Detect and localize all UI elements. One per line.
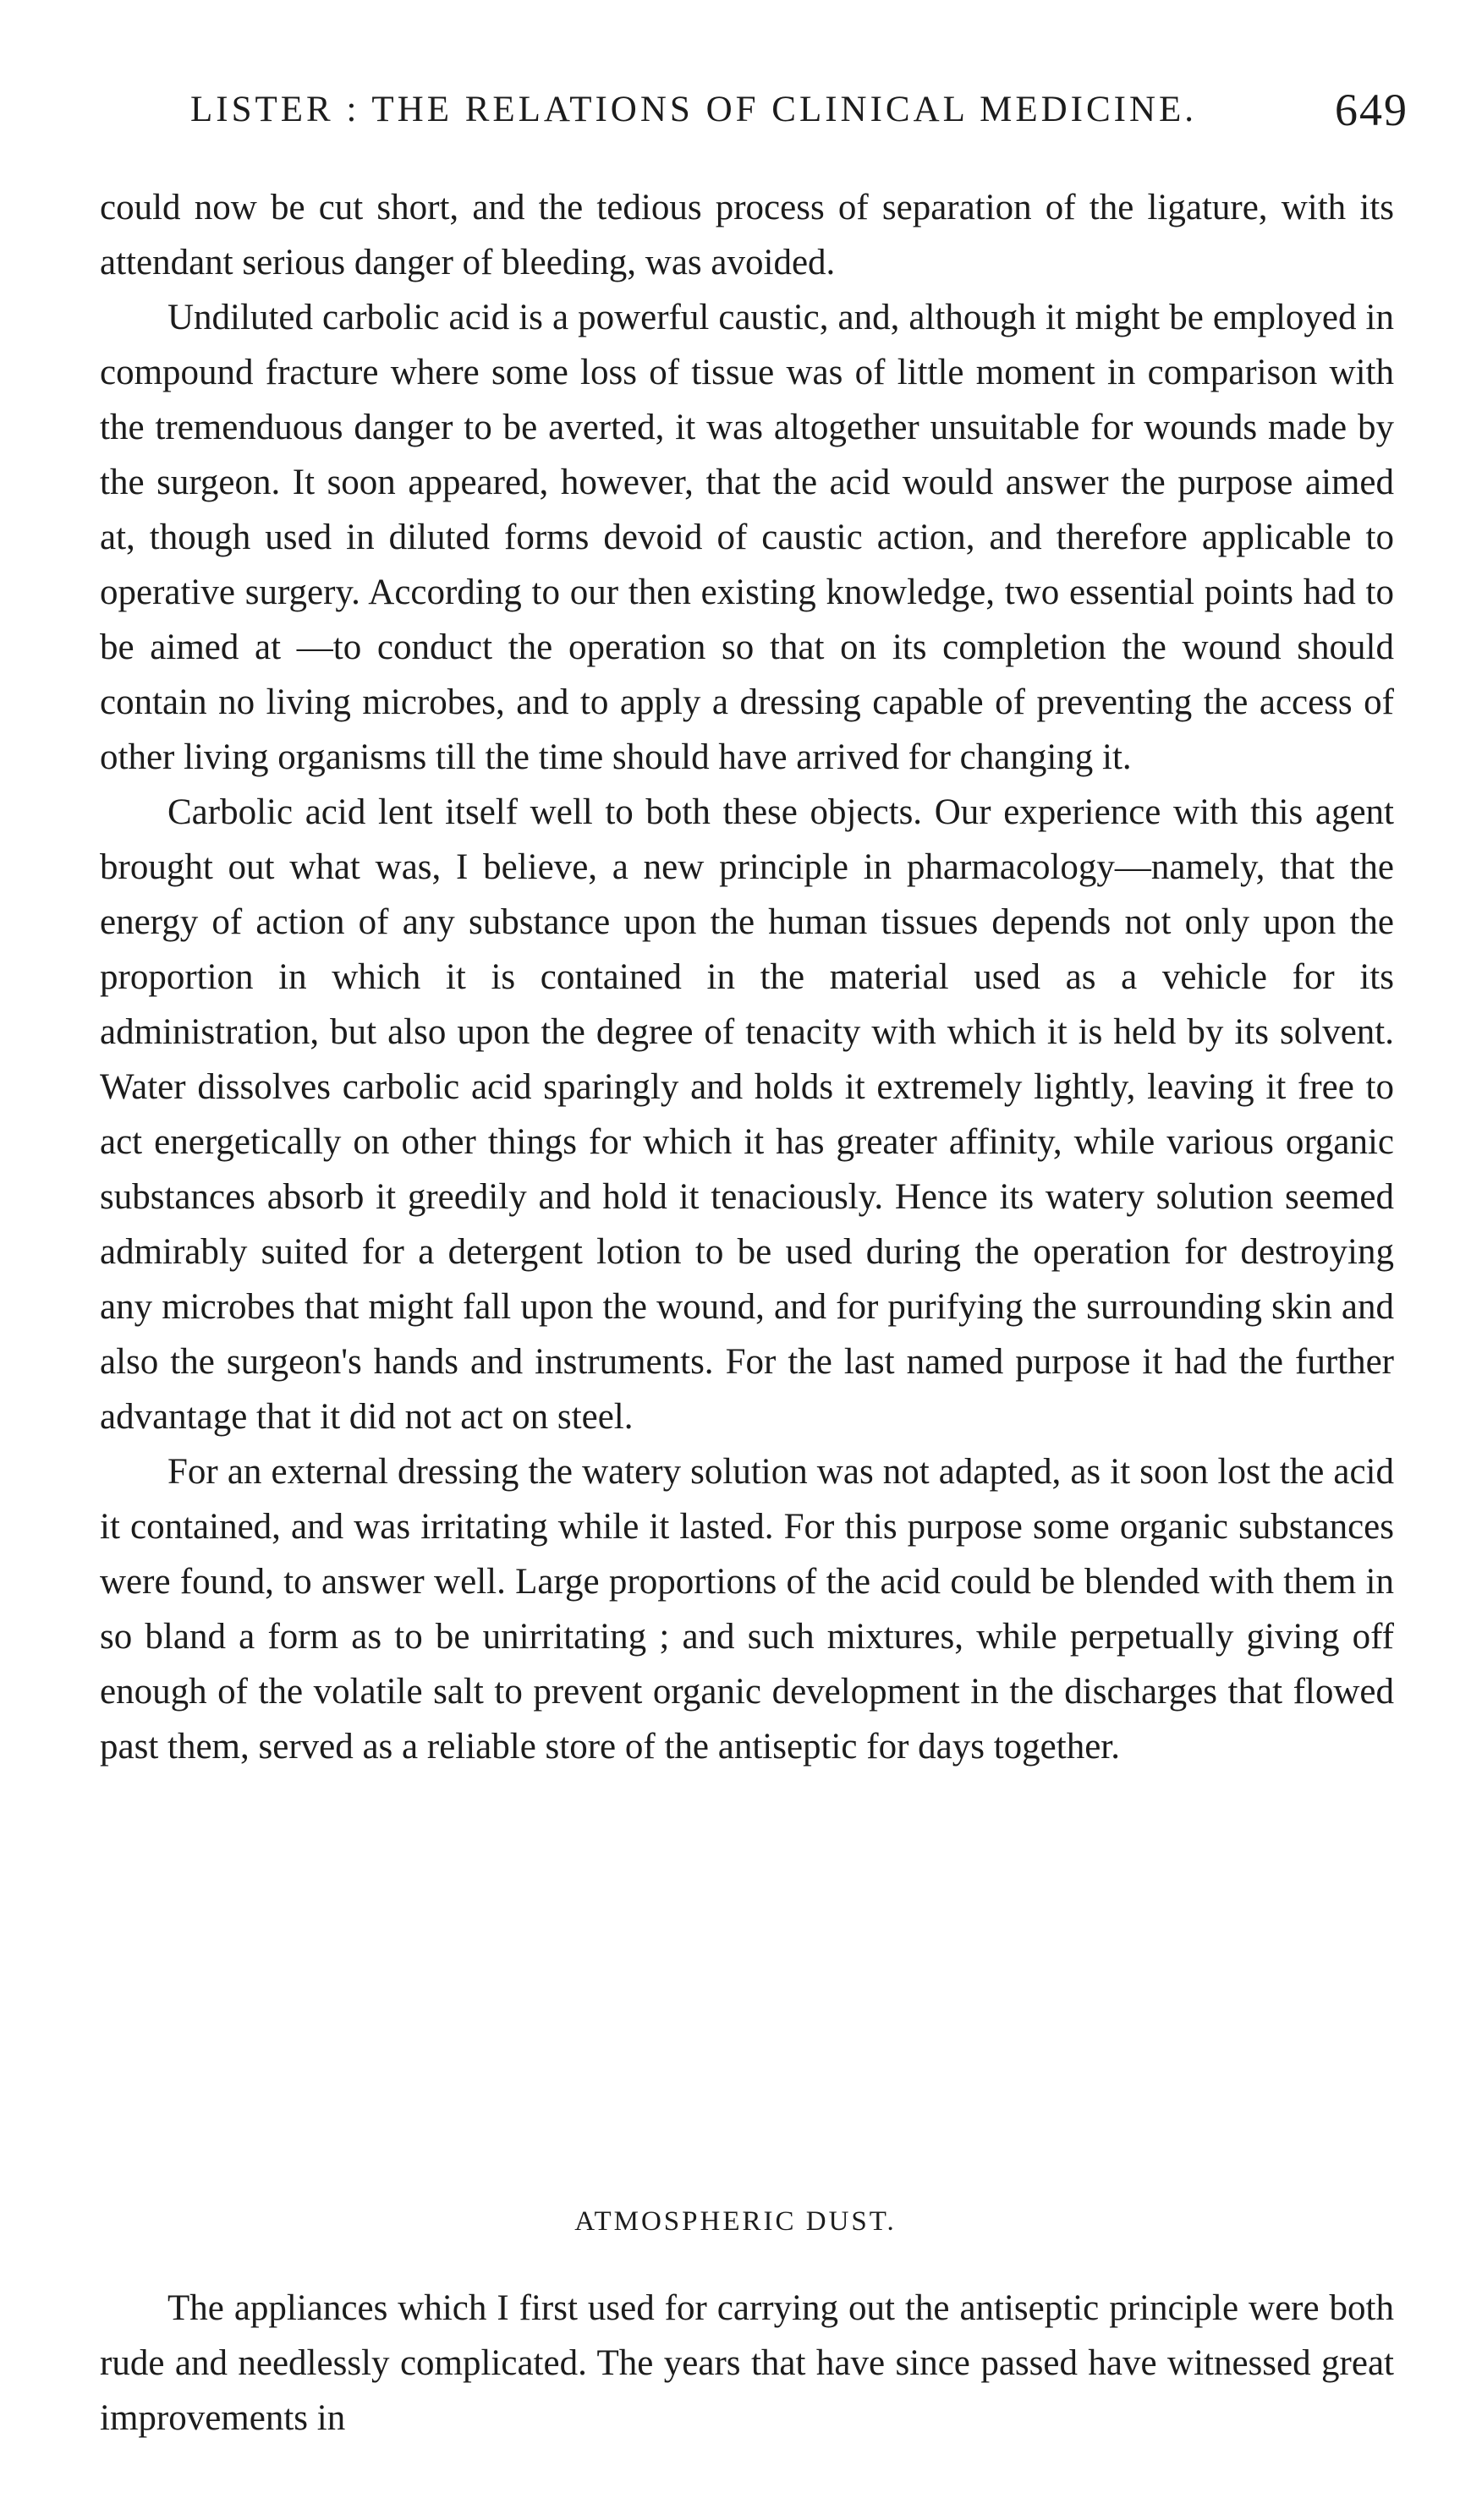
page-number: 649	[1335, 85, 1408, 135]
section-heading: ATMOSPHERIC DUST.	[574, 2206, 897, 2237]
body-text	[100, 180, 1394, 1774]
running-head	[190, 76, 1417, 144]
paragraph-continuation: could now be cut short, and the tedious process of separation of the ligature, with its attendant serious danger of bleeding, was avoided.	[100, 188, 1394, 282]
section-body-text	[100, 2281, 1394, 2446]
paragraph-external-dressing: For an external dressing the watery solution was not adapted, as it soon lost the acid it contained, and was irritating while it lasted. For this purpose some organic substances were found, to answer well. Large proportions of the acid could be blended with them in so bland a form as to be unirritating ; and such mixtures, while perpetually giving off enough of the volatile salt to prevent organic development in the discharges that flowed past them, served as a reliable store of the antiseptic for days together.	[100, 1452, 1394, 1767]
paragraph-carbolic-acid-caustic: Undiluted carbolic acid is a powerful caustic, and, although it might be employed in compound fracture where some loss of tissue was of little moment in comparison with the tremenduous danger to be averted, it was altogether unsuitable for wounds made by the surgeon. It soon appeared, however, that the acid would answer the purpose aimed at, though used in diluted forms devoid of caustic action, and therefore applicable to operative surgery. According to our then existing knowledge, two essential points had to be aimed at —to conduct the operation so that on its completion the wound should contain no living microbes, and to apply a dressing capable of preventing the access of other living organisms till the time should have arrived for changing it.	[100, 298, 1394, 777]
running-title: LISTER : THE RELATIONS OF CLINICAL MEDICINE.	[190, 90, 1198, 129]
paragraph-appliances: The appliances which I first used for carrying out the antiseptic principle were both rude and needlessly complicated. The years that have since passed have witnessed great improvements in	[100, 2288, 1394, 2438]
paragraph-pharmacology-principle: Carbolic acid lent itself well to both these objects. Our experience with this agent brought out what was, I believe, a new principle in pharmacology—namely, that the energy of action of any substance upon the human tissues depends not only upon the proportion in which it is contained in the material used as a vehicle for its administration, but also upon the degree of tenacity with which it is held by its solvent. Water dissolves carbolic acid sparingly and holds it extremely lightly, leaving it free to act energetically on other things for which it has greater affinity, while various organic substances absorb it greedily and hold it tenaciously. Hence its watery solution seemed admirably suited for a detergent lotion to be used during the operation for destroying any microbes that might fall upon the wound, and for purifying the surrounding skin and also the surgeon's hands and instruments. For the last named purpose it had the further advantage that it did not act on steel.	[100, 792, 1394, 1437]
